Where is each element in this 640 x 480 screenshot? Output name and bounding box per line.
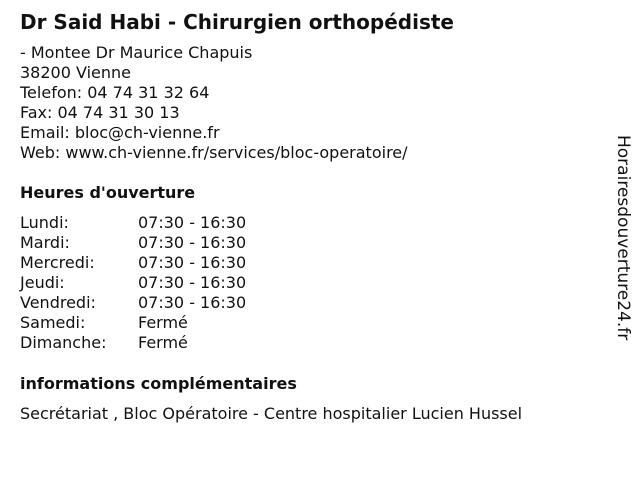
day-label: Vendredi: [20, 293, 96, 312]
time-value: 07:30 - 16:30 [138, 233, 247, 252]
additional-info-heading: informations complémentaires [20, 374, 297, 393]
day-label: Samedi: [20, 313, 86, 332]
site-watermark: Horairesdouverture24.fr [613, 135, 633, 341]
hours-row-monday [20, 213, 320, 233]
time-value: Fermé [138, 313, 188, 332]
web-line: Web: www.ch-vienne.fr/services/bloc-operatoire/ [20, 143, 408, 162]
day-label: Mardi: [20, 233, 70, 252]
hours-row-sunday [20, 333, 320, 353]
time-value: 07:30 - 16:30 [138, 213, 247, 232]
time-value: 07:30 - 16:30 [138, 293, 247, 312]
opening-hours-list [20, 213, 320, 353]
day-label: Lundi: [20, 213, 69, 232]
city-line: 38200 Vienne [20, 63, 131, 82]
hours-row-friday [20, 293, 320, 313]
opening-hours-heading: Heures d'ouverture [20, 183, 196, 202]
additional-info-text: Secrétariat , Bloc Opératoire - Centre hospitalier Lucien Hussel [20, 404, 523, 423]
address-line: - Montee Dr Maurice Chapuis [20, 43, 253, 62]
fax-line: Fax: 04 74 31 30 13 [20, 103, 180, 122]
page-title: Dr Said Habi - Chirurgien orthopédiste [20, 10, 454, 34]
phone-line: Telefon: 04 74 31 32 64 [20, 83, 210, 102]
contact-block [20, 43, 408, 163]
day-label: Dimanche: [20, 333, 107, 352]
day-label: Jeudi: [20, 273, 65, 292]
time-value: 07:30 - 16:30 [138, 273, 247, 292]
hours-row-saturday [20, 313, 320, 333]
email-line: Email: bloc@ch-vienne.fr [20, 123, 220, 142]
hours-row-thursday [20, 273, 320, 293]
hours-row-tuesday [20, 233, 320, 253]
time-value: Fermé [138, 333, 188, 352]
day-label: Mercredi: [20, 253, 95, 272]
time-value: 07:30 - 16:30 [138, 253, 247, 272]
hours-row-wednesday [20, 253, 320, 273]
